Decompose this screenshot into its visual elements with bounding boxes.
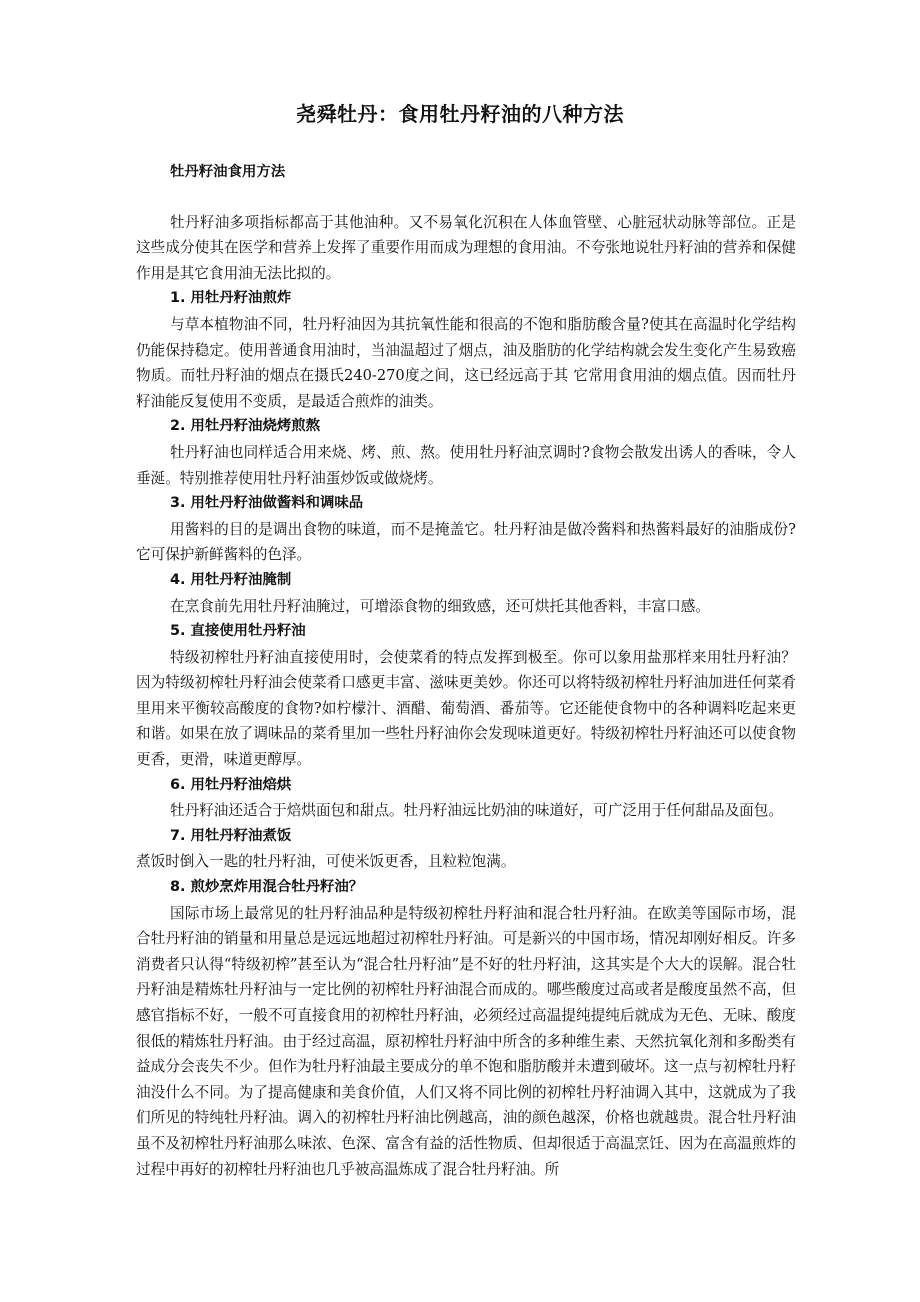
method-4-body: 在烹食前先用牡丹籽油腌过，可增添食物的细致感，还可烘托其他香料，丰富口感。	[170, 597, 710, 615]
document-body	[136, 160, 796, 1182]
method-1-heading: 1. 用牡丹籽油煎炸	[170, 290, 292, 307]
method-1-body: 与草本植物油不同，牡丹籽油因为其抗氧性能和很高的不饱和脂肪酸含量?使其在高温时化学结构仍能保持稳定。使用普通食用油时，当油温超过了烟点，油及脂肪的化学结构就会发生变化产生易致癌物质。而牡丹籽油的烟点在摄氏240-270度之间，这已经远高于其 它常用食用油的烟点值。因而牡丹籽油能反复使用不变质，是最适合煎炸的油类。	[136, 315, 796, 410]
method-3-heading: 3. 用牡丹籽油做酱料和调味品	[170, 495, 364, 512]
page-title: 尧舜牡丹：食用牡丹籽油的八种方法	[296, 102, 624, 126]
method-8-heading: 8. 煎炒烹炸用混合牡丹籽油？	[170, 879, 364, 896]
method-5-heading: 5. 直接使用牡丹籽油	[170, 623, 306, 640]
method-7-body: 煮饭时倒入一匙的牡丹籽油，可使米饭更香，且粒粒饱满。	[136, 853, 516, 871]
method-8-body: 国际市场上最常见的牡丹籽油品种是特级初榨牡丹籽油和混合牡丹籽油。在欧美等国际市场，混合牡丹籽油的销量和用量总是远远地超过初榨牡丹籽油。可是新兴的中国市场，情况却刚好相反。许多消费者只认得“特级初榨”甚至认为“混合牡丹籽油”是不好的牡丹籽油，这其实是个大大的误解。混合牡丹籽油是精炼牡丹籽油与一定比例的初榨牡丹籽油混合而成的。哪些酸度过高或者是酸度虽然不高，但感官指标不好，一般不可直接食用的初榨牡丹籽油，必须经过高温提纯提纯后就成为无色、无味、酸度很低的精炼牡丹籽油。由于经过高温，原初榨牡丹籽油中所含的多种维生素、天然抗氧化剂和多酚类有益成分会丧失不少。但作为牡丹籽油最主要成分的单不饱和脂肪酸并未遭到破坏。这一点与初榨牡丹籽油没什么不同。为了提高健康和美食价值，人们又将不同比例的初榨牡丹籽油调入其中，这就成为了我们所见的特纯牡丹籽油。调入的初榨牡丹籽油比例越高，油的颜色越深，价格也就越贵。混合牡丹籽油虽不及初榨牡丹籽油那么味浓、色深、富含有益的活性物质、但却很适于高温烹饪、因为在高温煎炸的过程中再好的初榨牡丹籽油也几乎被高温炼成了混合牡丹籽油。所	[136, 904, 796, 1178]
method-6-heading: 6. 用牡丹籽油焙烘	[170, 776, 292, 793]
method-5-body: 特级初榨牡丹籽油直接使用时，会使菜肴的特点发挥到极至。你可以象用盐那样来用牡丹籽油？因为特级初榨牡丹籽油会使菜肴口感更丰富、滋味更美妙。你还可以将特级初榨牡丹籽油加进任何菜肴里用来平衡较高酸度的食物?如柠檬汁、酒醋、葡萄酒、番茄等。它还能使食物中的各种调料吃起来更和谐。如果在放了调味品的菜肴里加一些牡丹籽油你会发现味道更好。特级初榨牡丹籽油还可以使食物更香，更滑，味道更醇厚。	[136, 648, 796, 769]
method-4-heading: 4. 用牡丹籽油腌制	[170, 571, 292, 588]
method-7-heading: 7. 用牡丹籽油煮饭	[170, 827, 292, 844]
section-subtitle: 牡丹籽油食用方法	[170, 164, 286, 180]
method-3-body: 用酱料的目的是调出食物的味道，而不是掩盖它。牡丹籽油是做冷酱料和热酱料最好的油脂成份?它可保护新鲜酱料的色泽。	[136, 520, 796, 564]
method-2-heading: 2. 用牡丹籽油烧烤煎熬	[170, 418, 321, 435]
method-6-body: 牡丹籽油还适合于焙烘面包和甜点。牡丹籽油远比奶油的味道好，可广泛用于任何甜品及面包。	[170, 802, 783, 820]
method-2-body: 牡丹籽油也同样适合用来烧、烤、煎、熬。使用牡丹籽油烹调时?食物会散发出诱人的香味，令人垂涎。特别推荐使用牡丹籽油蛋炒饭或做烧烤。	[136, 443, 796, 487]
intro-paragraph: 牡丹籽油多项指标都高于其他油种。又不易氧化沉积在人体血管壁、心脏冠状动脉等部位。正是这些成分使其在医学和营养上发挥了重要作用而成为理想的食用油。不夸张地说牡丹籽油的营养和保健作用是其它食用油无法比拟的。	[136, 213, 796, 282]
